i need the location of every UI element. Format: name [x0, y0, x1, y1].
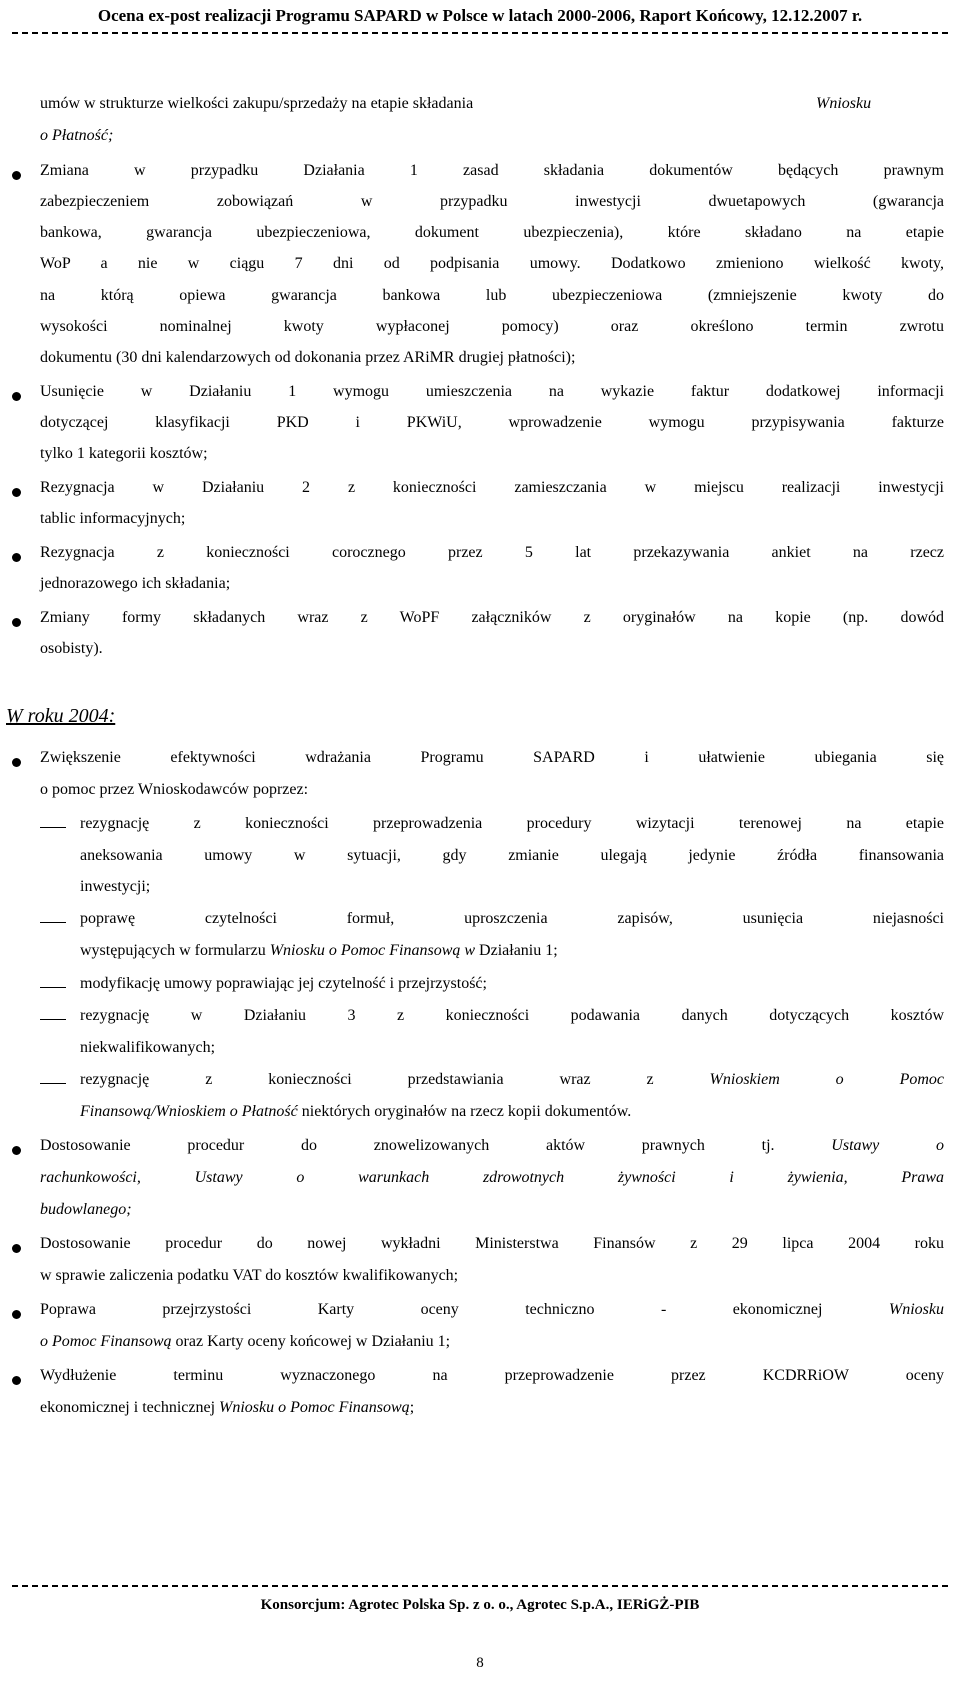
text-line — [40, 96, 540, 112]
text-span: Działaniu 1; — [475, 942, 558, 959]
text-span: Dostosowanie procedur do znowelizowanych aktów prawnych tj. — [40, 1137, 775, 1154]
bullet-icon — [12, 1376, 21, 1385]
text-line: bankowa, gwarancja ubezpieczeniowa, dokument ubezpieczenia), które składano na etapie — [40, 224, 944, 241]
dash-icon — [40, 827, 66, 828]
text-line: dokumentu (30 dni kalendarzowych od dokonania przez ARiMR drugiej płatności); — [40, 349, 576, 366]
text-line: Zwiększenie efektywności wdrażania Programu SAPARD i ułatwienie ubiegania się — [40, 749, 944, 766]
bullet-icon — [12, 392, 21, 401]
text-line: WoP a nie w ciągu 7 dni od podpisania umowy. Dodatkowo zmieniono wielkość kwoty, — [40, 255, 944, 272]
text-line: Zmiany formy składanych wraz z WoPF załączników z oryginałów na kopie (np. dowód — [40, 609, 944, 626]
text-line: inwestycji; — [80, 878, 151, 895]
text-span: Poprawa przejrzystości Karty oceny techniczno - ekonomicznej — [40, 1301, 823, 1318]
page-number: 8 — [476, 1655, 484, 1671]
text-span: niektórych oryginałów na rzecz kopii dokumentów. — [297, 1103, 632, 1120]
text-span: oraz Karty oceny końcowej w Działaniu 1; — [171, 1333, 451, 1350]
dash-icon — [40, 1083, 66, 1084]
text-span: występujących w formularzu — [80, 942, 270, 959]
text-span: Wniosku — [888, 1301, 944, 1318]
bullet-icon — [12, 488, 21, 497]
text-line: rachunkowości, Ustawy o warunkach zdrowotnych żywności i żywienia, Prawa — [40, 1169, 944, 1186]
dash-icon — [40, 922, 66, 923]
text-line — [40, 1334, 450, 1350]
text-span: Ustawy o — [831, 1137, 945, 1154]
bullet-icon — [12, 1244, 21, 1253]
text-span: Wniosku o Pomoc Finansową — [219, 1399, 410, 1416]
header-rule — [12, 32, 948, 34]
text-line: jednorazowego ich składania; — [40, 575, 231, 592]
text-line: rezygnację w Działaniu 3 z konieczności podawania danych dotyczących kosztów — [80, 1007, 944, 1024]
text-line: niekwalifikowanych; — [80, 1039, 216, 1056]
text-line — [40, 1138, 944, 1154]
text-line: Wniosku — [816, 95, 872, 112]
text-line — [80, 1072, 944, 1088]
footer-text: Konsorcjum: Agrotec Polska Sp. z o. o., Agrotec S.p.A., IERiGŻ-PIB — [260, 1597, 700, 1613]
text-span: Wniosku o Pomoc Finansową w — [269, 942, 476, 959]
bullet-icon — [12, 171, 21, 180]
bullet-icon — [12, 1310, 21, 1319]
text-line — [80, 943, 558, 959]
text-line: Wydłużenie terminu wyznaczonego na przeprowadzenie przez KCDRRiOW oceny — [40, 1367, 944, 1384]
text-line: na którą opiewa gwarancja bankowa lub ubezpieczeniowa (zmniejszenie kwoty do — [40, 287, 944, 304]
text-span: umów w strukturze wielkości zakupu/sprzedaży na etapie składania — [40, 95, 474, 112]
text-line: w sprawie zaliczenia podatku VAT do kosztów kwalifikowanych; — [40, 1267, 459, 1284]
text-line — [80, 1104, 631, 1120]
bullet-icon — [12, 553, 21, 562]
text-line: dotyczącej klasyfikacji PKD i PKWiU, wprowadzenie wymogu przypisywania fakturze — [40, 414, 944, 431]
text-span: o Pomoc Finansową — [40, 1333, 172, 1350]
text-line: tylko 1 kategorii kosztów; — [40, 445, 208, 462]
text-line: rezygnację z konieczności przeprowadzenia procedury wizytacji terenowej na etapie — [80, 815, 944, 832]
text-line — [40, 1302, 944, 1318]
bullet-icon — [12, 1146, 21, 1155]
dash-icon — [40, 1019, 66, 1020]
text-span: Wnioskiem o Pomoc — [709, 1071, 945, 1088]
text-line: zabezpieczeniem zobowiązań w przypadku inwestycji dwuetapowych (gwarancja — [40, 193, 944, 210]
text-line: budowlanego; — [40, 1201, 132, 1218]
text-line: osobisty). — [40, 640, 103, 657]
text-line: modyfikację umowy poprawiając jej czytelność i przejrzystość; — [80, 975, 487, 992]
text-span: ekonomicznej i technicznej — [40, 1399, 220, 1416]
text-line: o Płatność; — [40, 127, 114, 144]
text-line: Zmiana w przypadku Działania 1 zasad składania dokumentów będących prawnym — [40, 162, 944, 179]
bullet-icon — [12, 618, 21, 627]
text-line: o pomoc przez Wnioskodawców poprzez: — [40, 781, 309, 798]
section-heading: W roku 2004: — [6, 705, 116, 727]
text-line: Usunięcie w Działaniu 1 wymogu umieszczenia na wykazie faktur dodatkowej informacji — [40, 383, 944, 400]
dash-icon — [40, 987, 66, 988]
text-span: rezygnację z konieczności przedstawiania wraz z — [80, 1071, 654, 1088]
text-line — [40, 1400, 414, 1416]
text-line: poprawę czytelności formuł, uproszczenia zapisów, usunięcia niejasności — [80, 910, 944, 927]
text-line: aneksowania umowy w sytuacji, gdy zmianie ulegają jedynie źródła finansowania — [80, 847, 944, 864]
footer-rule — [12, 1585, 948, 1587]
text-span: ; — [409, 1399, 415, 1416]
running-header: Ocena ex-post realizacji Programu SAPARD w Polsce w latach 2000-2006, Raport Końcowy, 12.12.2007 r. — [97, 6, 863, 25]
text-line: wysokości nominalnej kwoty wypłaconej pomocy) oraz określono termin zwrotu — [40, 318, 944, 335]
text-line: Rezygnacja z konieczności corocznego przez 5 lat przekazywania ankiet na rzecz — [40, 544, 944, 561]
text-line: Rezygnacja w Działaniu 2 z konieczności zamieszczania w miejscu realizacji inwestycji — [40, 479, 944, 496]
bullet-icon — [12, 758, 21, 767]
text-line: Dostosowanie procedur do nowej wykładni Ministerstwa Finansów z 29 lipca 2004 roku — [40, 1235, 944, 1252]
text-line: tablic informacyjnych; — [40, 510, 186, 527]
text-span: Finansową/Wnioskiem o Płatność — [80, 1103, 298, 1120]
